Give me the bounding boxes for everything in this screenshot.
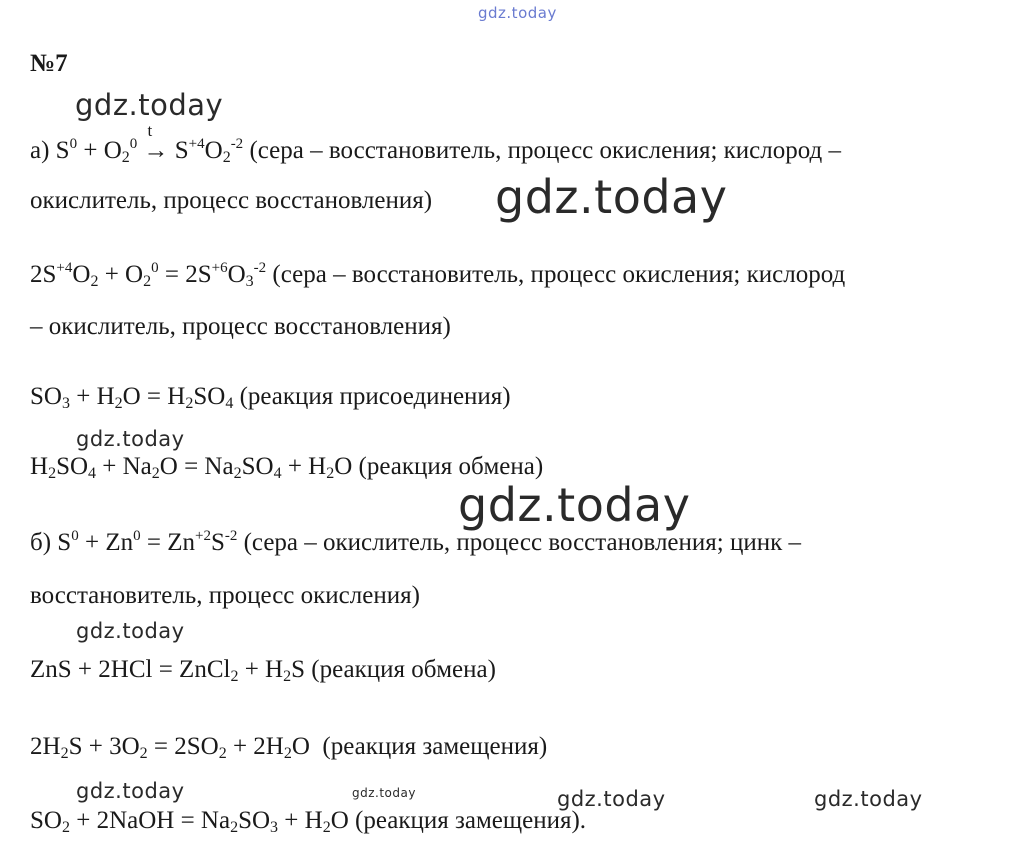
section-a-eq1-comment-cont: окислитель, процесс восстановления) (30, 187, 433, 214)
comment: (реакция замещения) (322, 733, 548, 760)
comment: (сера – окислитель, процесс восстановления; цинк – (243, 529, 802, 556)
watermark-5: gdz.today (76, 619, 185, 643)
section-a-label: а) (30, 137, 50, 164)
watermark-3: gdz.today (76, 427, 185, 451)
section-b-eq3: $2H_2S + 3O_2 = 2SO_2 + 2H_2O$ (реакция замещения) (30, 733, 548, 762)
section-a-eq3: $SO_3 + H_2O = H_2SO_4$ (реакция присоединения) (30, 383, 511, 412)
section-b-label: б) (30, 529, 52, 556)
watermark-9: gdz.today (814, 787, 923, 811)
comment: (реакция обмена) (311, 656, 496, 683)
comment: (реакция обмена) (358, 453, 544, 480)
watermark-top: gdz.today (478, 4, 557, 22)
watermark-2: gdz.today (495, 170, 728, 224)
section-a-eq4: $H_2SO_4 + Na_2O = Na_2SO_4 + H_2O$ (реакция обмена) (30, 453, 544, 482)
watermark-7: gdz.today (352, 786, 416, 800)
watermark-1: gdz.today (75, 88, 224, 122)
section-b-eq1-comment-cont: восстановитель, процесс окисления) (30, 582, 420, 609)
section-a-eq2: $2S^{+4}O_2 + O_2^0 = 2S^{+6}O_3^{-2}$ (сера – восстановитель, процесс окисления; кислород (30, 260, 846, 290)
section-a-eq2-comment-cont: – окислитель, процесс восстановления) (30, 313, 451, 340)
comment: (сера – восстановитель, процесс окисления; кислород (272, 261, 846, 288)
section-a-eq1: а) $S^0 + O_2^0$ t → $S^{+4}O_2^{-2}$ (сера – восстановитель, процесс окисления; кислород – (30, 136, 841, 166)
reaction-arrow: t → (144, 136, 169, 166)
watermark-8: gdz.today (557, 787, 666, 811)
comment: (реакция замещения). (355, 807, 587, 834)
section-b-eq2: ZnS + 2HCl = ZnCl$_2$ + $H_2S$ (реакция обмена) (30, 656, 496, 685)
comment: (реакция присоединения) (239, 383, 511, 410)
section-b-eq1: б) $S^0 + Zn^0 = Zn^{+2}S^{-2}$ (сера – окислитель, процесс восстановления; цинк – (30, 528, 802, 556)
watermark-4: gdz.today (458, 478, 691, 532)
section-b-eq4: $SO_2$ + 2NaOH = $Na_2SO_3 + H_2O$ (реакция замещения). (30, 807, 587, 836)
task-number: №7 (30, 50, 68, 77)
temperature-condition: t (147, 121, 153, 140)
watermark-6: gdz.today (76, 779, 185, 803)
comment: (сера – восстановитель, процесс окисления; кислород – (249, 137, 842, 164)
